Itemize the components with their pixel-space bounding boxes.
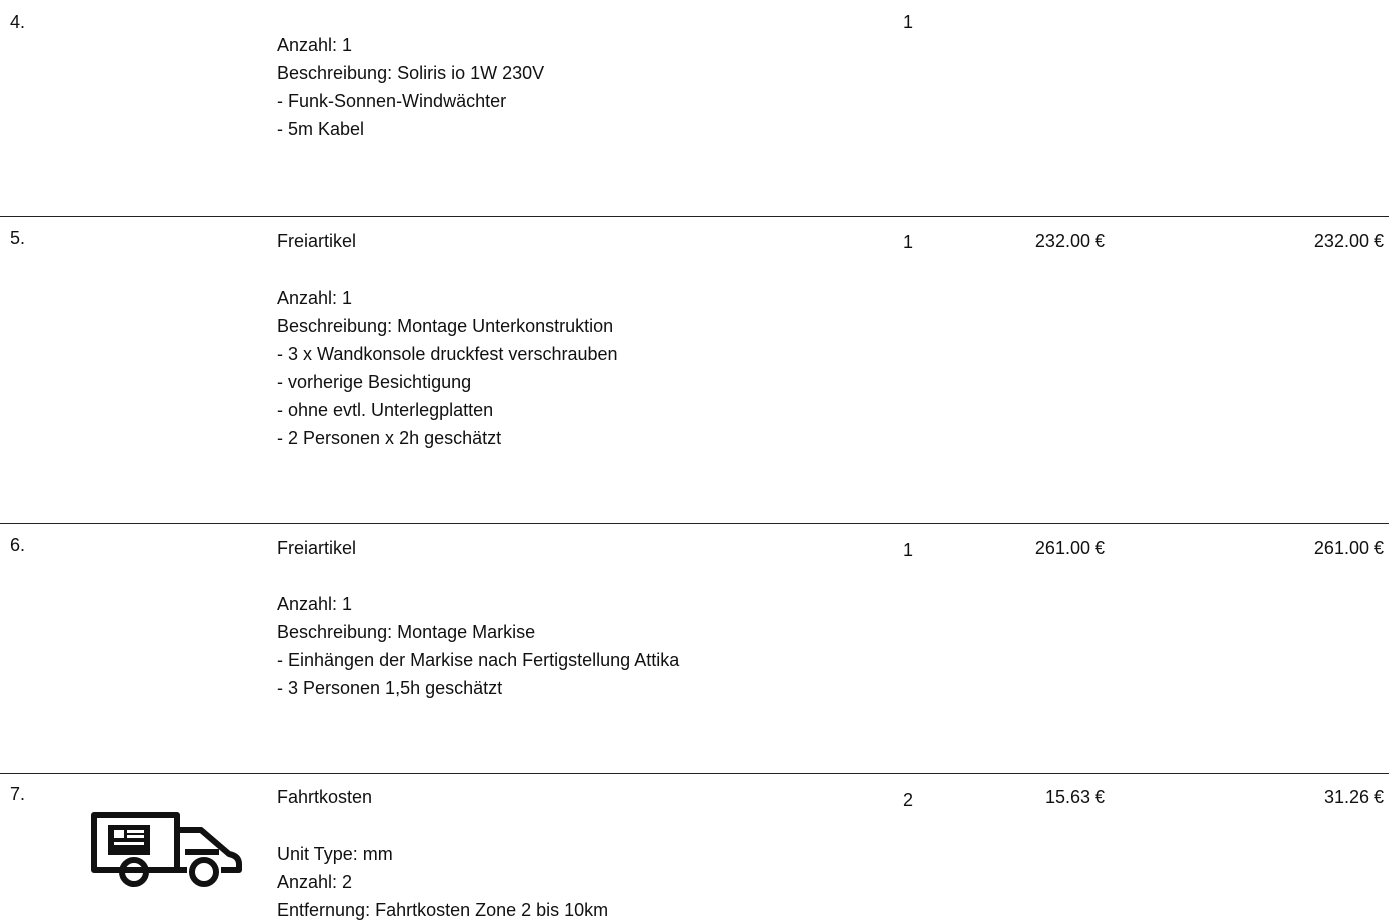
item-unit-price: 232.00 € [1034, 231, 1105, 251]
item-quantity: 1 [903, 12, 914, 32]
description-line: Beschreibung: Montage Unterkonstruktion [277, 316, 614, 336]
description-line: Beschreibung: Soliris io 1W 230V [277, 63, 545, 83]
item-title: Freiartikel [277, 538, 357, 558]
item-position: 7. [10, 784, 26, 804]
item-description [277, 31, 544, 143]
description-line: - vorherige Besichtigung [277, 372, 472, 392]
row-divider [0, 773, 1389, 774]
description-line: - 2 Personen x 2h geschätzt [277, 428, 502, 448]
delivery-van-icon [89, 812, 243, 888]
description-line: Anzahl: 1 [277, 288, 353, 308]
item-total: 31.26 € [1323, 787, 1384, 807]
description-line: Entfernung: Fahrtkosten Zone 2 bis 10km [277, 900, 609, 920]
item-position: 6. [10, 535, 26, 555]
description-line: - Funk-Sonnen-Windwächter [277, 91, 507, 111]
item-title: Freiartikel [277, 231, 357, 251]
description-line: Beschreibung: Montage Markise [277, 622, 536, 642]
row-divider [0, 216, 1389, 217]
description-line: Anzahl: 1 [277, 594, 353, 614]
item-description [277, 840, 608, 924]
description-line: Anzahl: 1 [277, 35, 353, 55]
item-title: Fahrtkosten [277, 787, 373, 807]
item-quantity: 2 [903, 790, 914, 810]
description-line: Anzahl: 2 [277, 872, 353, 892]
item-total: 261.00 € [1313, 538, 1384, 558]
description-line: - 5m Kabel [277, 119, 365, 139]
description-line: Unit Type: mm [277, 844, 393, 864]
item-position: 5. [10, 228, 26, 248]
item-position: 4. [10, 12, 26, 32]
item-description [277, 284, 618, 452]
row-divider [0, 523, 1389, 524]
item-quantity: 1 [903, 232, 914, 252]
item-total: 232.00 € [1313, 231, 1384, 251]
item-unit-price: 15.63 € [1044, 787, 1105, 807]
description-line: - ohne evtl. Unterlegplatten [277, 400, 494, 420]
description-line: - Einhängen der Markise nach Fertigstellung Attika [277, 650, 680, 670]
item-quantity: 1 [903, 540, 914, 560]
description-line: - 3 x Wandkonsole druckfest verschrauben [277, 344, 618, 364]
item-description [277, 590, 679, 702]
description-line: - 3 Personen 1,5h geschätzt [277, 678, 503, 698]
item-unit-price: 261.00 € [1034, 538, 1105, 558]
